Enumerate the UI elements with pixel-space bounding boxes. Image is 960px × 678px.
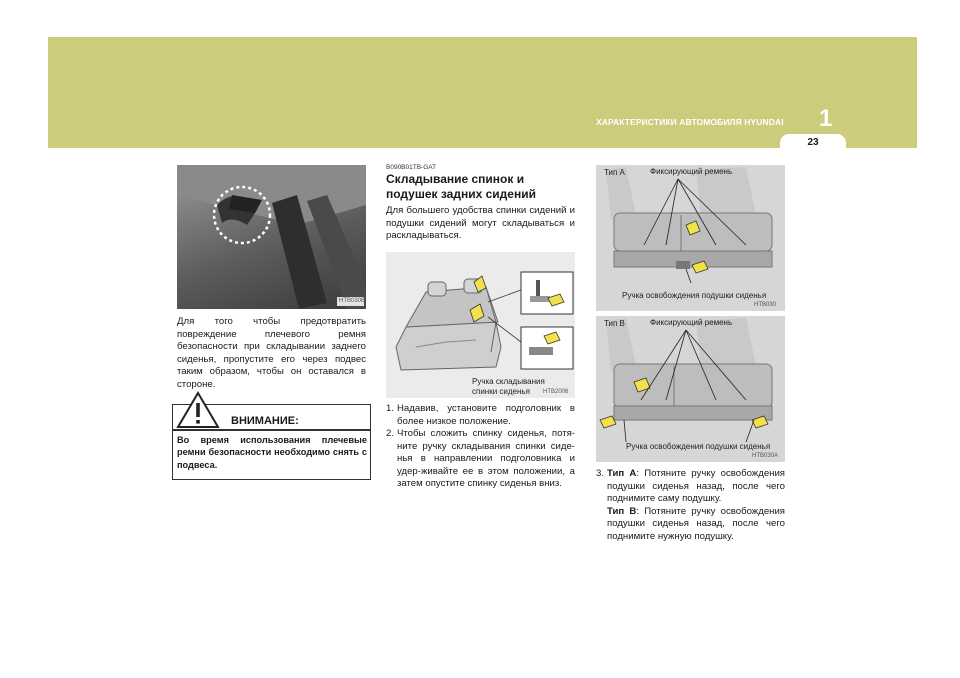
type-b-description: : Потяните ручку освобождения подушки сиденья назад, после чего поднимите нужную подушку. bbox=[607, 505, 786, 542]
step-number: 3. bbox=[596, 468, 605, 479]
step-text: Надавив, установите подголовник в более низкое положение. bbox=[397, 403, 575, 427]
step-text: Чтобы сложить спинку сиденья, потя-ните ручку складывания спинки сиде-нья в направлении подголовника и удер-живайте ее в этом положении, а затем опустите спинку сиденья вниз. bbox=[397, 428, 575, 490]
handle-label: Ручка освобождения подушки сиденья bbox=[626, 442, 771, 451]
step-number: 1. bbox=[386, 403, 395, 414]
warning-text: Во время использования плечевые ремни безопасности необходимо снять с подвеса. bbox=[177, 435, 367, 470]
warning-box bbox=[172, 404, 371, 480]
section-title: Складывание спинок и подушек задних сидений bbox=[386, 172, 536, 201]
chapter-title: ХАРАКТЕРИСТИКИ АВТОМОБИЛЯ HYUNDAI bbox=[596, 117, 784, 127]
warning-divider bbox=[173, 429, 370, 431]
type-b-photo bbox=[596, 316, 785, 462]
step-number: 2. bbox=[386, 428, 395, 439]
belt-hanger-photo bbox=[177, 165, 366, 309]
belt-label: Фиксирующий ремень bbox=[650, 318, 733, 327]
page-number: 23 bbox=[807, 137, 819, 148]
image-code: HTB030A bbox=[752, 453, 779, 459]
fold-handle-label-1: Ручка складывания bbox=[472, 377, 545, 386]
section-intro: Для большего удобства спинки сидений и подушки сидений могут складываться и раскладываться. bbox=[386, 205, 575, 242]
image-code: HTB030B bbox=[339, 298, 366, 304]
header-band bbox=[48, 37, 917, 148]
image-code: HTB2006 bbox=[543, 389, 569, 395]
belt-label: Фиксирующий ремень bbox=[650, 167, 733, 176]
type-a-term: Тип А bbox=[607, 468, 637, 479]
section-code: B090B01TB-GAT bbox=[386, 164, 437, 171]
warning-triangle-icon bbox=[176, 391, 220, 429]
image-code: HTB030 bbox=[754, 302, 777, 308]
handle-label: Ручка освобождения подушки сиденья bbox=[622, 291, 767, 300]
chapter-number: 1 bbox=[819, 105, 833, 132]
type-a-photo bbox=[596, 165, 785, 311]
type-b-label: Тип В bbox=[604, 319, 625, 328]
type-a-label: Тип А bbox=[604, 168, 625, 177]
type-a-description: : Потяните ручку освобождения подушки сиденья назад, после чего поднимите саму подушку. bbox=[607, 468, 786, 505]
type-b-term: Тип В bbox=[607, 505, 637, 517]
belt-hanger-text: Для того чтобы предотвратить повреждение плечевого ремня безопасности при складывании заднего сиденья, пропустите его через подвес таким образом, чтобы он оставался в стороне. bbox=[177, 316, 366, 390]
step-text bbox=[607, 468, 785, 544]
fold-handle-label-2: спинки сиденья bbox=[472, 387, 530, 396]
seat-fold-illustration bbox=[386, 252, 575, 398]
warning-title: ВНИМАНИЕ: bbox=[231, 415, 299, 427]
